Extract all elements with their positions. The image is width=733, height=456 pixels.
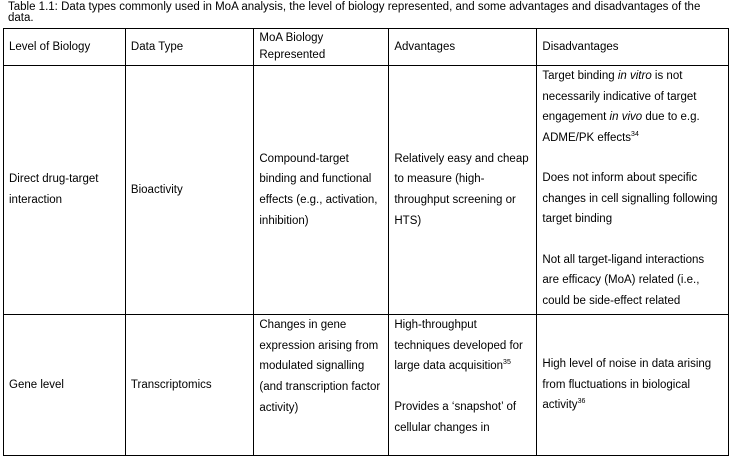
text-run: is not necessarily indicative of target engagement: [542, 70, 697, 123]
data-types-table: [3, 28, 729, 456]
cell-advantages: [389, 315, 537, 456]
header-data-type: Data Type: [125, 29, 253, 66]
disadvantage-paragraph: Not all target-ligand interactions are efficacy (MoA) related (i.e., could be side-effect related: [542, 253, 705, 307]
cell-moa-biology: Compound-target binding and functional effects (e.g., activation, inhibition): [254, 66, 389, 315]
citation-ref: 35: [503, 359, 511, 367]
advantage-paragraph: Provides a ‘snapshot’ of cellular changes in: [394, 401, 517, 434]
italic-text: in vivo: [609, 111, 643, 123]
table-header-row: [4, 29, 729, 66]
text-run: due to e.g. ADME/PK effects: [542, 111, 700, 144]
cell-disadvantages: [537, 66, 729, 315]
cell-level: Gene level: [4, 315, 126, 456]
disadvantage-paragraph: Does not inform about specific changes in cell signalling following target binding: [542, 172, 718, 225]
italic-text: in vitro: [617, 70, 652, 82]
cell-data-type: Transcriptomics: [125, 315, 253, 456]
text-run: High level of noise in data arising from fluctuations in biological activity: [542, 357, 712, 412]
citation-ref: 34: [631, 130, 639, 138]
header-disadvantages: Disadvantages: [537, 29, 729, 66]
header-moa-biology: MoA Biology Represented: [254, 29, 389, 66]
cell-moa-biology: Changes in gene expression arising from modulated signalling (and transcription factor activity): [254, 315, 389, 456]
text-run: High-throughput techniques developed for large data acquisition: [394, 319, 523, 373]
table-caption: Table 1.1: Data types commonly used in MoA analysis, the level of biology represented, and some advantages and disadvantages of the data.: [8, 1, 701, 24]
header-advantages: Advantages: [389, 29, 537, 66]
citation-ref: 36: [577, 398, 586, 406]
cell-disadvantages: [537, 315, 729, 456]
cell-data-type: Bioactivity: [125, 66, 253, 315]
table-row: [4, 315, 729, 456]
cell-level: Direct drug-target interaction: [4, 66, 126, 315]
advantage-paragraph: [394, 315, 531, 377]
header-level-of-biology: Level of Biology: [4, 29, 126, 66]
cell-advantages: Relatively easy and cheap to measure (high-throughput screening or HTS): [389, 66, 537, 315]
disadvantage-paragraph: [542, 66, 723, 148]
table-row: [4, 66, 729, 315]
text-run: Target binding: [542, 70, 618, 82]
